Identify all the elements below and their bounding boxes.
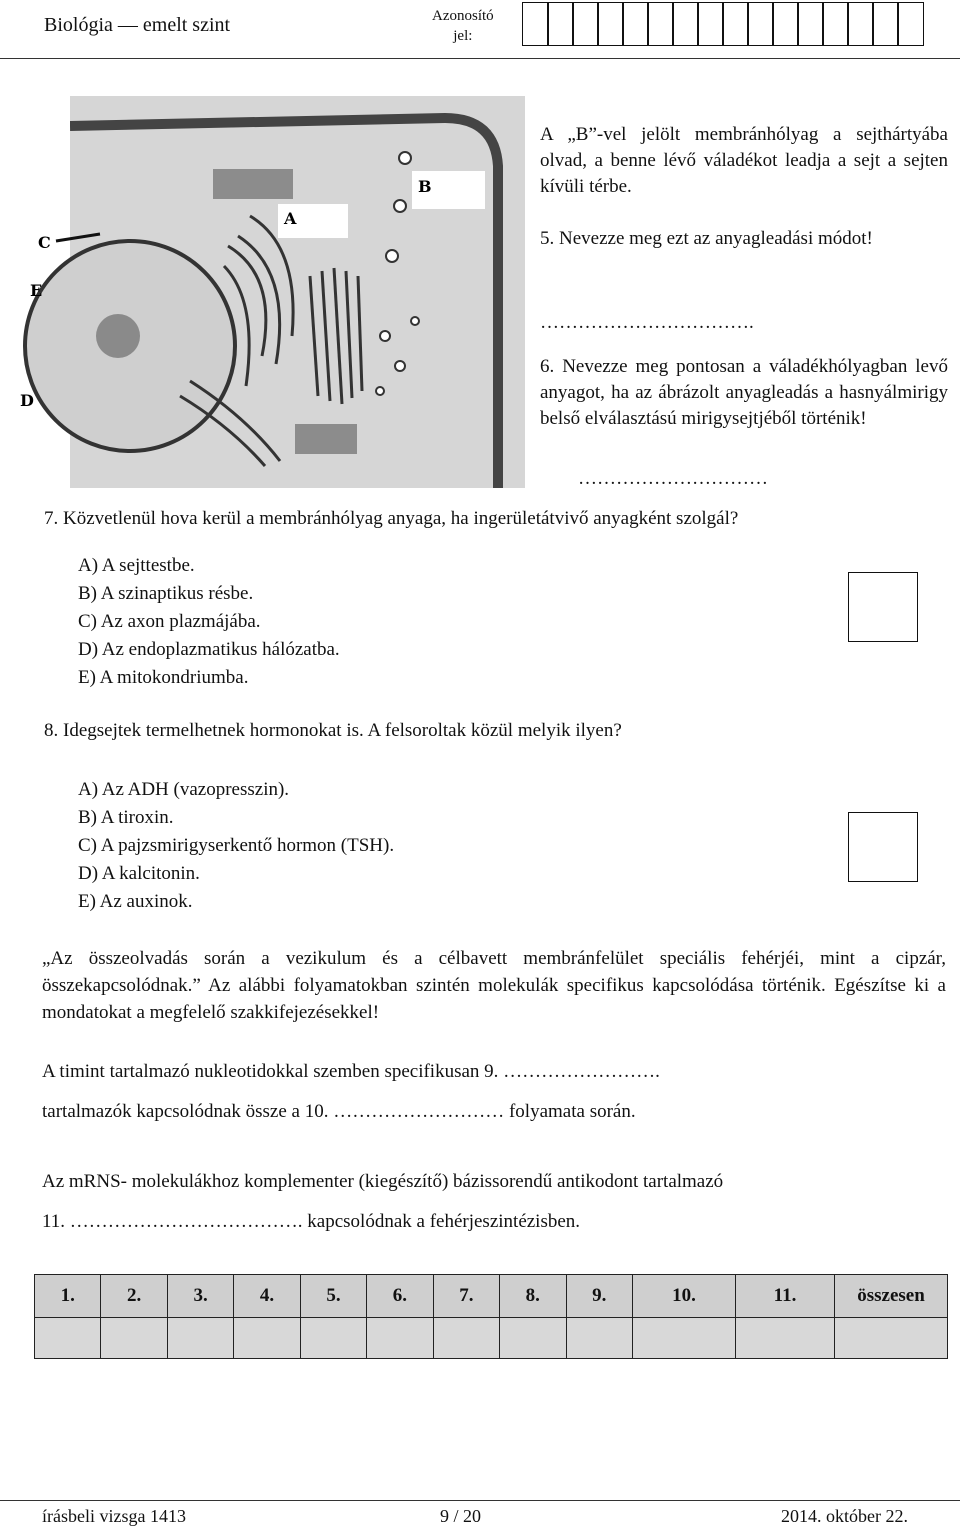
score-header: 7. [433,1275,499,1318]
fill-line-11: 11. ………………………………. kapcsolódnak a fehérjeszintézisben. [42,1211,581,1232]
header-rule [0,58,960,59]
id-box[interactable] [822,2,849,46]
id-box[interactable] [672,2,699,46]
footer-date: 2014. október 22. [781,1506,908,1526]
score-table [34,1274,948,1359]
id-box[interactable] [872,2,899,46]
score-cell[interactable] [500,1318,566,1359]
answer-line-6[interactable]: ………………………… [578,468,768,489]
q8-option: B) A tiroxin. [78,807,174,828]
id-box[interactable] [522,2,549,46]
cell-secretion-figure [0,96,525,488]
score-cell[interactable] [101,1318,167,1359]
score-cell[interactable] [735,1318,834,1359]
quote-paragraph: „Az összeolvadás során a vezikulum és a célbavett membránfelület speciális fehérjéi, mint a cipzár, összekapcsolódnak.” Az alábbi folyamatokban szintén molekulák specifikus kapcsolódása történik. Egészítse ki a mondatokat a megfelelő szakkifejezésekkel! [42,948,946,1023]
id-box[interactable] [722,2,749,46]
score-cell[interactable] [433,1318,499,1359]
q8-option: D) A kalcitonin. [78,863,200,884]
q7-options [78,552,340,692]
q7-option: C) Az axon plazmájába. [78,611,261,632]
q8-options [78,776,394,916]
question-8: 8. Idegsejtek termelhetnek hormonokat is. A felsoroltak közül melyik ilyen? [44,720,622,741]
score-header: 3. [167,1275,233,1318]
id-box[interactable] [847,2,874,46]
score-cell[interactable] [35,1318,101,1359]
footer-rule [0,1500,960,1501]
score-cell[interactable] [234,1318,300,1359]
label-e: E [30,281,43,300]
footer-exam: írásbeli vizsga 1413 [42,1506,186,1526]
score-cell[interactable] [167,1318,233,1359]
q8-option: C) A pajzsmirigyserkentő hormon (TSH). [78,835,395,856]
id-box[interactable] [597,2,624,46]
label-c: C [38,233,51,252]
q7-option: A) A sejttestbe. [78,555,195,576]
id-box[interactable] [572,2,599,46]
side-intro: A „B”-vel jelölt membránhólyag a sejthártyába olvad, a benne lévő váladékot leadja a sejt a sejten kívüli térbe. [540,124,948,197]
q7-option: B) A szinaptikus résbe. [78,583,254,604]
score-cell[interactable] [566,1318,632,1359]
question-6: 6. Nevezze meg pontosan a váladékhólyagban levő anyagot, ha az ábrázolt anyagleadás a hasnyálmirigy belső elválasztású mirigysejtjéből történik! [540,356,948,429]
id-box[interactable] [897,2,924,46]
fill-line-antikodon: Az mRNS- molekulákhoz komplementer (kiegészítő) bázissorendű antikodont tartalmazó [42,1171,724,1192]
score-header: összesen [835,1275,948,1318]
score-cell[interactable] [300,1318,366,1359]
q8-answer-box[interactable] [848,812,918,882]
q7-option: D) Az endoplazmatikus hálózatba. [78,639,340,660]
score-header: 1. [35,1275,101,1318]
score-header: 4. [234,1275,300,1318]
header-title: Biológia — emelt szint [44,14,231,36]
q8-option: A) Az ADH (vazopresszin). [78,779,290,800]
id-box[interactable] [697,2,724,46]
fill-line-9: A timint tartalmazó nukleotidokkal szemben specifikusan 9. ……………………. [42,1061,660,1082]
id-box[interactable] [797,2,824,46]
id-box[interactable] [747,2,774,46]
fill-line-10: tartalmazók kapcsolódnak össze a 10. ……………………… folyamata során. [42,1101,636,1122]
label-d: D [20,391,34,410]
id-label: Azonosító jel: [432,8,494,44]
score-header: 11. [735,1275,834,1318]
score-cell[interactable] [632,1318,735,1359]
label-b: B [418,177,432,196]
score-header: 6. [367,1275,433,1318]
footer-page: 9 / 20 [440,1506,482,1526]
q7-answer-box[interactable] [848,572,918,642]
label-a: A [284,209,297,228]
id-box[interactable] [772,2,799,46]
id-box[interactable] [647,2,674,46]
q8-option: E) Az auxinok. [78,891,193,912]
score-header: 9. [566,1275,632,1318]
question-7: 7. Közvetlenül hova kerül a membránhólyag anyaga, ha ingerületátvivő anyagként szolgál? [44,508,739,529]
score-cell[interactable] [367,1318,433,1359]
score-header: 8. [500,1275,566,1318]
answer-line-5[interactable]: ……………………………. [540,312,754,333]
score-header: 10. [632,1275,735,1318]
id-box[interactable] [622,2,649,46]
question-5: 5. Nevezze meg ezt az anyagleadási módot! [540,228,873,249]
id-box[interactable] [547,2,574,46]
q7-option: E) A mitokondriumba. [78,667,249,688]
id-boxes[interactable] [522,2,922,46]
score-header: 2. [101,1275,167,1318]
score-header: 5. [300,1275,366,1318]
score-cell[interactable] [835,1318,948,1359]
